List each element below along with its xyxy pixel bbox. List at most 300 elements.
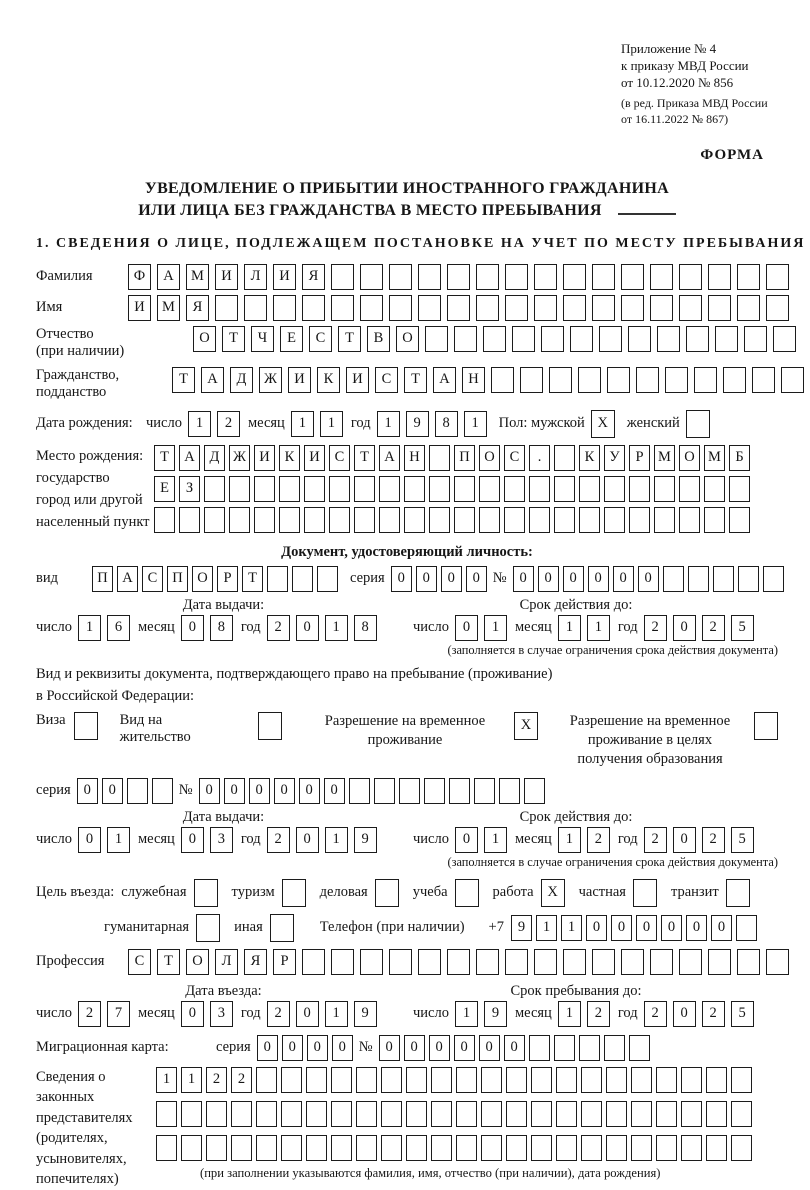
form-cell[interactable]: 2 — [644, 827, 667, 853]
form-cell[interactable] — [481, 1101, 502, 1127]
form-cell[interactable]: 0 — [673, 615, 696, 641]
form-cell[interactable] — [156, 1135, 177, 1161]
form-cell[interactable] — [736, 915, 757, 941]
form-cell[interactable]: 1 — [156, 1067, 177, 1093]
form-cell[interactable] — [554, 445, 575, 471]
form-cell[interactable]: 0 — [324, 778, 345, 804]
form-cell[interactable] — [781, 367, 804, 393]
form-cell[interactable] — [418, 264, 441, 290]
form-cell[interactable] — [679, 476, 700, 502]
form-cell[interactable] — [431, 1067, 452, 1093]
form-cell[interactable]: И — [304, 445, 325, 471]
form-cell[interactable] — [563, 264, 586, 290]
form-cell[interactable] — [570, 326, 593, 352]
form-cell[interactable] — [356, 1067, 377, 1093]
form-cell[interactable]: Я — [186, 295, 209, 321]
form-cell[interactable] — [279, 507, 300, 533]
form-cell[interactable]: 0 — [249, 778, 270, 804]
form-cell[interactable]: 1 — [561, 915, 582, 941]
form-cell[interactable] — [481, 1135, 502, 1161]
form-cell[interactable] — [554, 507, 575, 533]
form-cell[interactable]: 0 — [299, 778, 320, 804]
form-cell[interactable]: 2 — [206, 1067, 227, 1093]
form-cell[interactable]: X — [591, 410, 615, 438]
form-cell[interactable] — [431, 1135, 452, 1161]
form-cell[interactable]: 0 — [181, 615, 204, 641]
form-cell[interactable] — [356, 1135, 377, 1161]
form-cell[interactable]: П — [167, 566, 188, 592]
form-cell[interactable] — [531, 1101, 552, 1127]
form-cell[interactable]: 2 — [702, 827, 725, 853]
form-cell[interactable]: 1 — [325, 827, 348, 853]
form-cell[interactable]: 7 — [107, 1001, 130, 1027]
form-cell[interactable]: Т — [338, 326, 361, 352]
form-cell[interactable] — [737, 949, 760, 975]
form-cell[interactable] — [607, 367, 630, 393]
form-cell[interactable] — [302, 949, 325, 975]
form-cell[interactable]: О — [186, 949, 209, 975]
form-cell[interactable] — [254, 476, 275, 502]
form-cell[interactable] — [244, 295, 267, 321]
form-cell[interactable]: 1 — [558, 1001, 581, 1027]
form-cell[interactable] — [504, 476, 525, 502]
form-cell[interactable] — [156, 1101, 177, 1127]
form-cell[interactable] — [429, 445, 450, 471]
form-cell[interactable]: 0 — [441, 566, 462, 592]
form-cell[interactable]: 2 — [702, 1001, 725, 1027]
form-cell[interactable] — [686, 326, 709, 352]
form-cell[interactable]: 2 — [231, 1067, 252, 1093]
form-cell[interactable] — [331, 1067, 352, 1093]
form-cell[interactable] — [229, 476, 250, 502]
form-cell[interactable] — [556, 1067, 577, 1093]
form-cell[interactable] — [549, 367, 572, 393]
form-cell[interactable] — [650, 295, 673, 321]
form-cell[interactable]: А — [179, 445, 200, 471]
form-cell[interactable] — [763, 566, 784, 592]
form-cell[interactable] — [499, 778, 520, 804]
form-cell[interactable]: 9 — [354, 1001, 377, 1027]
form-cell[interactable]: М — [654, 445, 675, 471]
form-cell[interactable]: Т — [157, 949, 180, 975]
form-cell[interactable] — [256, 1135, 277, 1161]
form-cell[interactable]: О — [192, 566, 213, 592]
form-cell[interactable] — [631, 1067, 652, 1093]
form-cell[interactable]: 5 — [731, 1001, 754, 1027]
form-cell[interactable]: Р — [273, 949, 296, 975]
form-cell[interactable]: Ж — [229, 445, 250, 471]
form-cell[interactable] — [404, 476, 425, 502]
form-cell[interactable] — [360, 295, 383, 321]
form-cell[interactable]: X — [514, 712, 538, 740]
form-cell[interactable] — [579, 476, 600, 502]
form-cell[interactable]: 9 — [511, 915, 532, 941]
form-cell[interactable] — [578, 367, 601, 393]
form-cell[interactable] — [663, 566, 684, 592]
form-cell[interactable] — [621, 295, 644, 321]
form-cell[interactable] — [708, 949, 731, 975]
form-cell[interactable] — [506, 1135, 527, 1161]
form-cell[interactable]: 1 — [536, 915, 557, 941]
form-cell[interactable] — [679, 295, 702, 321]
form-cell[interactable] — [127, 778, 148, 804]
form-cell[interactable] — [273, 295, 296, 321]
form-cell[interactable] — [554, 476, 575, 502]
form-cell[interactable] — [681, 1067, 702, 1093]
form-cell[interactable] — [713, 566, 734, 592]
form-cell[interactable]: 0 — [638, 566, 659, 592]
form-cell[interactable]: 8 — [435, 411, 458, 437]
form-cell[interactable] — [592, 295, 615, 321]
form-cell[interactable] — [512, 326, 535, 352]
form-cell[interactable]: 0 — [282, 1035, 303, 1061]
form-cell[interactable]: 2 — [644, 1001, 667, 1027]
form-cell[interactable] — [360, 264, 383, 290]
form-cell[interactable]: 2 — [587, 1001, 610, 1027]
form-cell[interactable]: 2 — [217, 411, 240, 437]
form-cell[interactable] — [476, 264, 499, 290]
form-cell[interactable]: М — [186, 264, 209, 290]
form-cell[interactable]: О — [679, 445, 700, 471]
form-cell[interactable]: Т — [222, 326, 245, 352]
form-cell[interactable] — [679, 264, 702, 290]
form-cell[interactable]: 0 — [102, 778, 123, 804]
form-cell[interactable]: М — [157, 295, 180, 321]
form-cell[interactable]: 9 — [484, 1001, 507, 1027]
form-cell[interactable] — [656, 1135, 677, 1161]
form-cell[interactable] — [256, 1101, 277, 1127]
form-cell[interactable]: 0 — [77, 778, 98, 804]
form-cell[interactable] — [706, 1067, 727, 1093]
form-cell[interactable]: Ж — [259, 367, 282, 393]
form-cell[interactable] — [354, 476, 375, 502]
form-cell[interactable] — [281, 1101, 302, 1127]
form-cell[interactable] — [556, 1101, 577, 1127]
form-cell[interactable]: . — [529, 445, 550, 471]
form-cell[interactable]: И — [128, 295, 151, 321]
form-cell[interactable] — [206, 1101, 227, 1127]
form-cell[interactable] — [449, 778, 470, 804]
form-cell[interactable] — [686, 410, 710, 438]
form-cell[interactable]: 0 — [686, 915, 707, 941]
form-cell[interactable] — [529, 476, 550, 502]
form-cell[interactable]: 1 — [320, 411, 343, 437]
form-cell[interactable]: Е — [154, 476, 175, 502]
form-cell[interactable] — [688, 566, 709, 592]
form-cell[interactable]: 2 — [267, 827, 290, 853]
form-cell[interactable]: Л — [244, 264, 267, 290]
form-cell[interactable] — [636, 367, 659, 393]
form-cell[interactable]: 5 — [731, 615, 754, 641]
form-cell[interactable] — [506, 1101, 527, 1127]
form-cell[interactable] — [389, 264, 412, 290]
form-cell[interactable] — [302, 295, 325, 321]
form-cell[interactable]: П — [92, 566, 113, 592]
form-cell[interactable]: 9 — [406, 411, 429, 437]
form-cell[interactable]: М — [704, 445, 725, 471]
form-cell[interactable]: 8 — [210, 615, 233, 641]
form-cell[interactable] — [606, 1067, 627, 1093]
form-cell[interactable] — [379, 476, 400, 502]
form-cell[interactable]: А — [117, 566, 138, 592]
form-cell[interactable] — [455, 879, 479, 907]
form-cell[interactable] — [754, 712, 778, 740]
form-cell[interactable] — [629, 476, 650, 502]
form-cell[interactable] — [766, 949, 789, 975]
form-cell[interactable] — [429, 476, 450, 502]
form-cell[interactable] — [505, 949, 528, 975]
form-cell[interactable]: 2 — [78, 1001, 101, 1027]
form-cell[interactable] — [633, 879, 657, 907]
form-cell[interactable]: 1 — [377, 411, 400, 437]
form-cell[interactable] — [563, 295, 586, 321]
form-cell[interactable]: Р — [217, 566, 238, 592]
form-cell[interactable] — [329, 507, 350, 533]
form-cell[interactable] — [317, 566, 338, 592]
form-cell[interactable] — [629, 507, 650, 533]
form-cell[interactable] — [406, 1067, 427, 1093]
form-cell[interactable] — [729, 507, 750, 533]
form-cell[interactable] — [524, 778, 545, 804]
form-cell[interactable] — [418, 949, 441, 975]
form-cell[interactable] — [656, 1101, 677, 1127]
form-cell[interactable] — [270, 914, 294, 942]
form-cell[interactable] — [604, 1035, 625, 1061]
form-cell[interactable]: 0 — [613, 566, 634, 592]
form-cell[interactable]: 0 — [224, 778, 245, 804]
form-cell[interactable]: Ч — [251, 326, 274, 352]
form-cell[interactable]: 2 — [267, 1001, 290, 1027]
form-cell[interactable]: 0 — [274, 778, 295, 804]
form-cell[interactable]: Т — [404, 367, 427, 393]
form-cell[interactable]: 1 — [78, 615, 101, 641]
form-cell[interactable]: 0 — [588, 566, 609, 592]
form-cell[interactable]: 1 — [188, 411, 211, 437]
form-cell[interactable]: 0 — [296, 827, 319, 853]
form-cell[interactable] — [454, 326, 477, 352]
form-cell[interactable] — [650, 264, 673, 290]
form-cell[interactable] — [621, 949, 644, 975]
form-cell[interactable]: 0 — [454, 1035, 475, 1061]
form-cell[interactable]: А — [201, 367, 224, 393]
form-cell[interactable] — [629, 1035, 650, 1061]
form-cell[interactable] — [447, 295, 470, 321]
form-cell[interactable] — [628, 326, 651, 352]
form-cell[interactable] — [606, 1101, 627, 1127]
form-cell[interactable]: 1 — [181, 1067, 202, 1093]
form-cell[interactable]: 0 — [379, 1035, 400, 1061]
form-cell[interactable]: О — [396, 326, 419, 352]
form-cell[interactable] — [404, 507, 425, 533]
form-cell[interactable]: 1 — [558, 615, 581, 641]
form-cell[interactable] — [389, 949, 412, 975]
form-cell[interactable] — [254, 507, 275, 533]
form-cell[interactable]: 0 — [673, 1001, 696, 1027]
form-cell[interactable]: Е — [280, 326, 303, 352]
form-cell[interactable]: 0 — [466, 566, 487, 592]
form-cell[interactable]: 0 — [563, 566, 584, 592]
form-cell[interactable] — [292, 566, 313, 592]
form-cell[interactable] — [279, 476, 300, 502]
form-cell[interactable] — [656, 1067, 677, 1093]
form-cell[interactable]: И — [288, 367, 311, 393]
form-cell[interactable]: 0 — [479, 1035, 500, 1061]
form-cell[interactable] — [424, 778, 445, 804]
form-cell[interactable]: А — [157, 264, 180, 290]
form-cell[interactable]: Ф — [128, 264, 151, 290]
form-cell[interactable]: 6 — [107, 615, 130, 641]
form-cell[interactable] — [531, 1135, 552, 1161]
form-cell[interactable]: О — [193, 326, 216, 352]
form-cell[interactable]: 5 — [731, 827, 754, 853]
form-cell[interactable]: 0 — [181, 1001, 204, 1027]
form-cell[interactable] — [282, 879, 306, 907]
form-cell[interactable] — [456, 1135, 477, 1161]
form-cell[interactable] — [599, 326, 622, 352]
form-cell[interactable]: И — [254, 445, 275, 471]
form-cell[interactable] — [181, 1101, 202, 1127]
form-cell[interactable]: И — [346, 367, 369, 393]
form-cell[interactable] — [554, 1035, 575, 1061]
form-cell[interactable]: 0 — [404, 1035, 425, 1061]
form-cell[interactable]: Р — [629, 445, 650, 471]
form-cell[interactable] — [431, 1101, 452, 1127]
form-cell[interactable]: С — [309, 326, 332, 352]
form-cell[interactable]: 9 — [354, 827, 377, 853]
form-cell[interactable] — [534, 295, 557, 321]
form-cell[interactable]: Д — [204, 445, 225, 471]
form-cell[interactable] — [604, 476, 625, 502]
form-cell[interactable] — [592, 264, 615, 290]
form-cell[interactable]: 0 — [296, 615, 319, 641]
form-cell[interactable] — [681, 1101, 702, 1127]
form-cell[interactable] — [456, 1101, 477, 1127]
form-cell[interactable]: 0 — [538, 566, 559, 592]
form-cell[interactable] — [331, 1135, 352, 1161]
form-cell[interactable] — [281, 1067, 302, 1093]
form-cell[interactable]: И — [215, 264, 238, 290]
form-cell[interactable]: Т — [154, 445, 175, 471]
form-cell[interactable] — [331, 949, 354, 975]
form-cell[interactable] — [708, 295, 731, 321]
form-cell[interactable] — [729, 476, 750, 502]
form-cell[interactable] — [556, 1135, 577, 1161]
form-cell[interactable] — [456, 1067, 477, 1093]
form-cell[interactable]: 0 — [391, 566, 412, 592]
form-cell[interactable] — [631, 1101, 652, 1127]
form-cell[interactable]: 3 — [210, 1001, 233, 1027]
form-cell[interactable] — [479, 476, 500, 502]
form-cell[interactable]: 2 — [644, 615, 667, 641]
form-cell[interactable] — [657, 326, 680, 352]
form-cell[interactable] — [737, 295, 760, 321]
form-cell[interactable]: 0 — [586, 915, 607, 941]
form-cell[interactable]: Я — [244, 949, 267, 975]
form-cell[interactable] — [704, 476, 725, 502]
form-cell[interactable]: Т — [242, 566, 263, 592]
form-cell[interactable]: 2 — [587, 827, 610, 853]
form-cell[interactable]: 0 — [661, 915, 682, 941]
form-cell[interactable] — [708, 264, 731, 290]
form-cell[interactable] — [581, 1067, 602, 1093]
form-cell[interactable]: 2 — [267, 615, 290, 641]
form-cell[interactable] — [267, 566, 288, 592]
form-cell[interactable] — [354, 507, 375, 533]
form-cell[interactable] — [479, 507, 500, 533]
form-cell[interactable] — [579, 1035, 600, 1061]
form-cell[interactable] — [447, 949, 470, 975]
form-cell[interactable]: У — [604, 445, 625, 471]
form-cell[interactable]: А — [379, 445, 400, 471]
form-cell[interactable] — [181, 1135, 202, 1161]
form-cell[interactable]: X — [541, 879, 565, 907]
form-cell[interactable] — [704, 507, 725, 533]
form-cell[interactable]: 1 — [558, 827, 581, 853]
form-cell[interactable] — [621, 264, 644, 290]
form-cell[interactable]: 0 — [504, 1035, 525, 1061]
form-cell[interactable]: 1 — [325, 615, 348, 641]
form-cell[interactable] — [476, 295, 499, 321]
form-cell[interactable]: 0 — [332, 1035, 353, 1061]
form-cell[interactable] — [179, 507, 200, 533]
form-cell[interactable] — [389, 295, 412, 321]
form-cell[interactable] — [331, 1101, 352, 1127]
form-cell[interactable] — [306, 1101, 327, 1127]
form-cell[interactable]: Н — [462, 367, 485, 393]
form-cell[interactable]: 1 — [484, 827, 507, 853]
form-cell[interactable] — [229, 507, 250, 533]
form-cell[interactable] — [766, 295, 789, 321]
form-cell[interactable] — [74, 712, 98, 740]
form-cell[interactable] — [331, 264, 354, 290]
form-cell[interactable]: О — [479, 445, 500, 471]
form-cell[interactable] — [304, 476, 325, 502]
form-cell[interactable] — [731, 1101, 752, 1127]
form-cell[interactable] — [752, 367, 775, 393]
form-cell[interactable]: П — [454, 445, 475, 471]
form-cell[interactable]: К — [317, 367, 340, 393]
form-cell[interactable] — [737, 264, 760, 290]
form-cell[interactable]: С — [329, 445, 350, 471]
form-cell[interactable]: 1 — [587, 615, 610, 641]
form-cell[interactable]: 0 — [611, 915, 632, 941]
form-cell[interactable] — [204, 507, 225, 533]
form-cell[interactable]: С — [142, 566, 163, 592]
form-cell[interactable] — [715, 326, 738, 352]
form-cell[interactable] — [379, 507, 400, 533]
form-cell[interactable] — [381, 1135, 402, 1161]
form-cell[interactable] — [766, 264, 789, 290]
form-cell[interactable] — [604, 507, 625, 533]
form-cell[interactable] — [329, 476, 350, 502]
form-cell[interactable]: 0 — [78, 827, 101, 853]
form-cell[interactable] — [534, 949, 557, 975]
form-cell[interactable]: Т — [172, 367, 195, 393]
form-cell[interactable] — [631, 1135, 652, 1161]
form-cell[interactable] — [706, 1135, 727, 1161]
form-cell[interactable] — [360, 949, 383, 975]
form-cell[interactable]: 0 — [429, 1035, 450, 1061]
form-cell[interactable]: В — [367, 326, 390, 352]
form-cell[interactable]: 0 — [711, 915, 732, 941]
form-cell[interactable]: З — [179, 476, 200, 502]
form-cell[interactable] — [481, 1067, 502, 1093]
form-cell[interactable] — [399, 778, 420, 804]
form-cell[interactable] — [418, 295, 441, 321]
form-cell[interactable] — [375, 879, 399, 907]
form-cell[interactable] — [531, 1067, 552, 1093]
form-cell[interactable] — [606, 1135, 627, 1161]
